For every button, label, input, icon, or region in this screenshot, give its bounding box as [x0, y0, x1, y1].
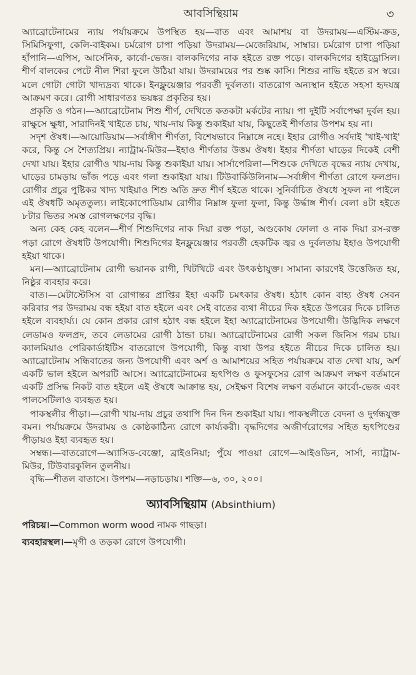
section-usage-line — [22, 536, 400, 549]
paragraph-similar-remedies: সদৃশ ঔষধ।—আয়োডিয়াম—সর্বাঙ্গীণ শীর্ণতা, বিশেষভাবে নিম্নাঙ্গে নহে। ইহার রোগীও সর্বদাই 'খাই-খাই' করে, কিন্তু সে শৈত্যপ্রিয়। ন্যাট্রাম-মিউর—ইহাও শীর্ণতার উত্তম ঔষধ। ইহার শীর্ণতা ঘাড়ের দিকেই বেশী দেখা যায়। ইহার রোগীও খায়-দায় কিন্তু শুকাইয়া যায়। সার্সাপেরিলা—শিশুকে দেখিতে বৃদ্ধের ন্যায় দেখায়, ঘাড়ের চামড়ায় ভাঁজ পড়ে এবং গলা শুকাইয়া যায়। টিউবার্কিউলিনাম—সর্বাঙ্গীণ শীর্ণতা রোগে ফলপ্রদ। রোগীর প্রচুর পুষ্টিকর খাদ্য খাইয়াও শিশু অতি দ্রুত শীর্ণ হইতে থাকে। সুনির্বাচিত ঔষধে সুফল না পাইলে এই ঔষধটি অমৃততুল্য। লাইকোপোডিয়াম রোগীর নিম্নাঙ্গ ফুলা ফুলা, কিন্তু উর্দ্ধাঙ্গ শীর্ণ। বেলা ৪টা হইতে ৮টার ভিতর সমস্ত রোগলক্ষণের বৃদ্ধি। — [22, 132, 400, 223]
section-intro-rest: নামক গাছড়া। — [154, 520, 207, 532]
paragraph-stomach: পাকস্থলীর পীড়া।—রোগী খায়-দায় প্রচুর তথাপি দিন দিন শুকাইয়া যায়। পাকস্থলীতে বেদনা ও দুর্গন্ধযুক্ত বমন। পর্যায়ক্রমে উদরাময় ও কোষ্ঠকাঠিন্য রোগে কার্য্যকরী। বৃদ্ধদিগের অজীর্ণরোগের সহিত হৃৎপিণ্ডের পীড়ায়ও ইহা ব্যবহৃত হয়। — [22, 408, 400, 446]
section-usage-label: ব্যবহারস্থল।— — [22, 536, 73, 548]
section-body — [22, 519, 400, 548]
section-title — [22, 496, 400, 514]
paragraph-others-say: অন্য কেহ কেহ বলেন—শীর্ণ শিশুদিগের নাক দিয়া রক্ত পড়া, অণ্ডকোষ ফোলা ও নাক দিয়া রস-রক্ত পড়া রোগে ঔষধটি উপযোগী। শিশুদিগের ইনফ্লুয়েঞ্জার পরবর্তী হেকটিক জ্বর ও দুর্বলতায় ইহাও উপযোগী হইয়া থাকে। — [22, 224, 400, 262]
section-intro-line — [22, 519, 400, 533]
paragraph-relations: সম্বন্ধ।—বাতরোগে—অ্যাসিড-বেঞ্জো, ব্রাইওনিয়া; পুঁযে পাওয়া রোগে—আইওডিন, সার্সা, ন্যাট্রাম-মিউর, টিউবারকুলিন তুলনীয়। — [22, 448, 400, 473]
section-title-english: (Absinthium) — [211, 500, 276, 512]
section-title-bengali: অ্যাবসিন্থিয়াম — [146, 497, 208, 512]
page-number: ৩ — [386, 7, 394, 21]
section-intro-english: Common worm wood — [58, 521, 155, 532]
paragraph-mind: মন।—অ্যাব্রোটেনাম রোগী ভয়ানক রাগী, খিটখিটে এবং উৎকণ্ঠাযুক্ত। সামান্য কারণেই উত্তেজিত হয়, নিষ্ঠুর ব্যবহার করে। — [22, 263, 400, 288]
section-usage-text: মৃগী ও তড়কা রোগে উপযোগী। — [72, 536, 186, 548]
running-title: আবসিন্থিয়াম — [183, 7, 239, 20]
paragraph-intro: অ্যাব্রোটেনামের ন্যায় পর্যায়ক্রমে উপস্থিত হয়—বাত এবং আমাশয় বা উদরাময়—এস্টিম-ক্রড, সিমিসিফুগা, কেলি-বাইকম। চর্মরোগ চাপা পড়িয়া উদরাময়—মেজেরিয়াম, সাম্বার। চর্মরোগ চাপা পড়িয়া হাঁপানি—এপিস, আর্সেনিক, কার্বো-ভেজ। বালকদিগের নাক হইতে রক্ত পড়ে। বালকদিগের হাইড্রোসিল। শীর্ণ বালকের পেটে নীল শিরা ফুলে উঠিয়া যায়। উদরাময়ের পর শুষ্ক কাসি। শিশুর নাভি হইতে রস স্বরে। মলে গোটা গোটা খাদ্যদ্রব্য থাকে। ইনফ্লুয়েঞ্জার পরবর্তী দুর্বলতা। বাতরোগ অন্যস্থান হইতে সহসা হৃদযন্ত্র আক্রমণ করে। রোগী সাধারণতঃ ভয়ঙ্কর প্রকৃতির হয়। — [22, 27, 400, 104]
section-intro-label: পরিচয়।— — [22, 520, 59, 532]
page-header — [22, 6, 400, 22]
paragraph-rheumatism: বাত।—মেটাস্টেসিস বা রোগান্তর প্রাপ্তির ইহা একটি চমৎকার ঔষধ। হঠাৎ কোন বাহ্য ঔষধ সেবন করিবার পর উদরাময় বন্ধ হইয়া বাত হইলে এবং সেই বাতের ব্যথা নীচের দিক হইতে উপরের দিকে চালিত হইলে ব্যবহার্য্য। যে কোন প্রকার রোগ হঠাৎ বন্ধ হইলে ইহা অ্যাব্রোটেনামের উপযোগী। উদ্ভিদিক লক্ষণে লেডামও ফলপ্রদ, তবে লেডামের রোগী ঠান্ডা চায়। অ্যাব্রোটেনামের রোগী সকল জিনিস গরম চায়। ক্যালমিয়াও পেরিকার্ডাইটিস বাতরোগে উপযোগী, কিন্তু ব্যথা উপর হইতে নীচের দিকে চালিত হয়। অ্যাব্রোটেনাম সন্ধিবাতের জন্য উপযোগী এবং অর্শ ও আমাশয়ের সহিত পর্যায়ক্রমে বাত দেখা যায়, অর্শ একটি ভাল হইলে অপরটি আসে। অ্যাব্রোটেনামের হৃৎপিণ্ড ও ফুসফুসের রোগ আক্রমণ লক্ষণ বর্তমানে একটি প্রসিদ্ধ নিকট বাত হইলে এই ঔষধে আক্রান্ত হয়, সেইক্ষণ বিশেষ লক্ষণ বর্তমানে কার্বো-ভেজ এবং পালসেটিলাও ব্যবহৃত হয়। — [22, 290, 400, 407]
body-text — [22, 26, 400, 549]
paragraph-nature: প্রকৃতি ও গঠন।—অ্যাব্রোটেনাম শিশু শীর্ণ, দেখিতে কতকটা মর্কটের ন্যায়। পা দুইটি সর্বাপেক্ষা দুর্বল হয়। রাক্ষুসে ক্ষুধা, সারাদিনই খাইতে চায়, খায়-দায় কিন্তু শুকাইয়া যায়, কিছুতেই শীর্ণতার উপশম হয় না। — [22, 105, 400, 131]
paragraph-modalities: বৃদ্ধি—শীতল বাতাসে। উপশম—নড়াচড়ায়। শক্তি—৬, ৩০, ২০০। — [30, 474, 263, 486]
